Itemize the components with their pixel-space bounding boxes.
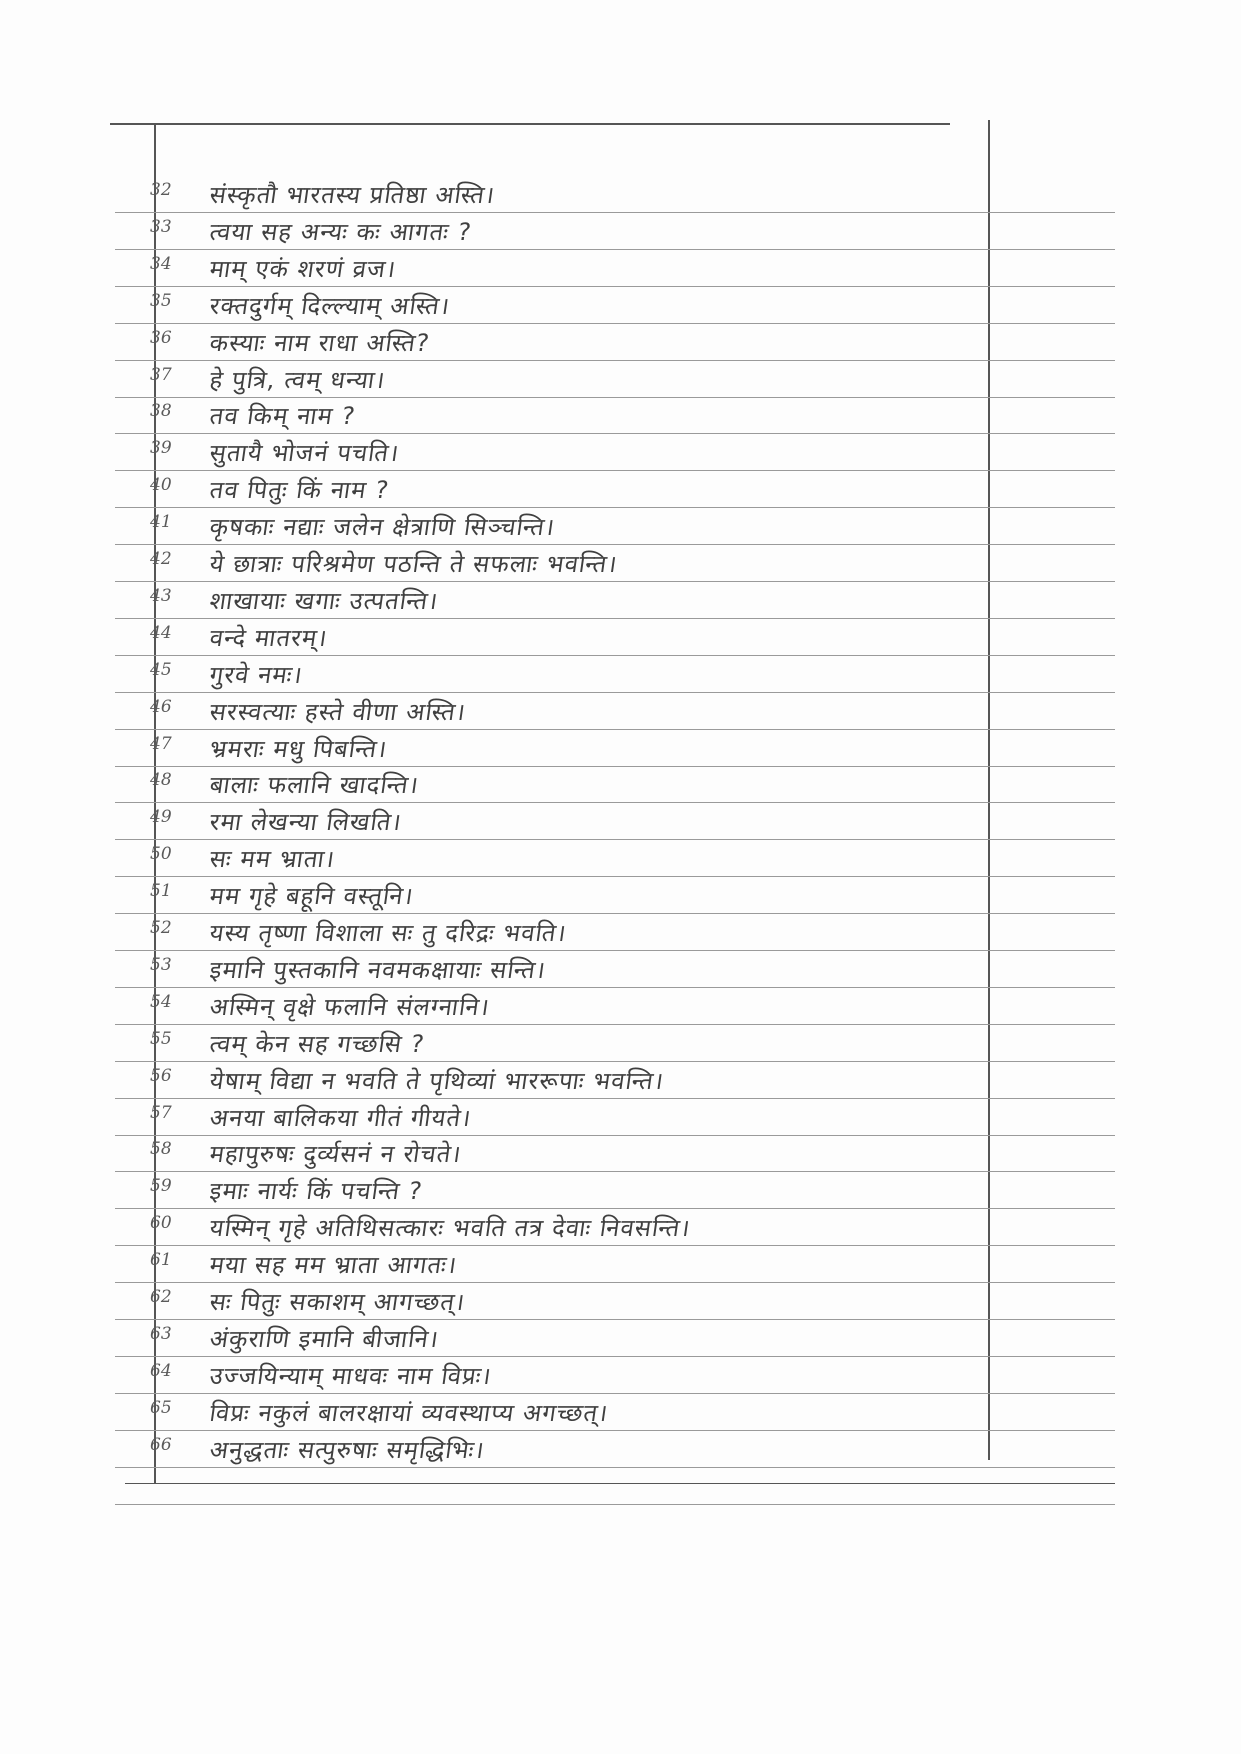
- line-text: सः पितुः सकाशम् आगच्छत्।: [207, 1288, 468, 1316]
- list-item: [120, 363, 1120, 397]
- line-text: कृषकाः नद्याः जलेन क्षेत्राणि सिञ्चन्ति।: [207, 513, 558, 542]
- line-text: संस्कृतौ भारतस्य प्रतिष्ठा अस्ति।: [207, 181, 498, 209]
- list-item: [120, 547, 1120, 581]
- line-text: हे पुत्रि, त्वम् धन्या।: [207, 365, 388, 394]
- list-item: [120, 732, 1120, 766]
- list-item: [120, 510, 1120, 544]
- ruled-line: [115, 1245, 1115, 1246]
- line-text: रक्तदुर्गम् दिल्ल्याम् अस्ति।: [207, 291, 453, 320]
- ruled-line: [115, 1135, 1115, 1136]
- ruled-line: [115, 1061, 1115, 1062]
- list-item: [120, 953, 1120, 987]
- line-text: यस्य तृष्णा विशाला सः तु दरिद्रः भवति।: [207, 919, 569, 947]
- list-item: [120, 658, 1120, 692]
- list-item: [120, 1064, 1120, 1098]
- ruled-line: [115, 360, 1115, 361]
- list-item: [120, 1174, 1120, 1208]
- line-text: वन्दे मातरम्।: [207, 623, 330, 652]
- list-item: [120, 1433, 1120, 1467]
- list-item: [120, 1322, 1120, 1356]
- list-item: [120, 1396, 1120, 1430]
- ruled-line: [115, 766, 1115, 767]
- ruled-line: [115, 913, 1115, 914]
- line-number: 41: [150, 512, 172, 533]
- ruled-line: [115, 839, 1115, 840]
- line-number: 57: [150, 1102, 172, 1123]
- list-item: [120, 805, 1120, 839]
- ruled-line: [115, 1356, 1115, 1357]
- list-item: [120, 990, 1120, 1024]
- ruled-line: [115, 1504, 1115, 1505]
- line-number: 55: [150, 1028, 172, 1049]
- line-number: 47: [150, 733, 172, 754]
- list-item: [120, 1248, 1120, 1282]
- list-item: [120, 399, 1120, 433]
- line-text: रमा लेखन्या लिखति।: [207, 808, 404, 837]
- line-number: 35: [150, 290, 172, 311]
- line-text: त्वम् केन सह गच्छसि ?: [207, 1029, 427, 1058]
- list-item: [120, 215, 1120, 249]
- ruled-line: [115, 212, 1115, 213]
- line-text: ये छात्राः परिश्रमेण पठन्ति ते सफलाः भवन्ति।: [207, 550, 620, 578]
- list-item: [120, 768, 1120, 802]
- line-text: मया सह मम भ्राता आगतः।: [207, 1251, 460, 1280]
- line-text: सरस्वत्याः हस्ते वीणा अस्ति।: [207, 697, 469, 726]
- line-text: अनया बालिकया गीतं गीयते।: [207, 1103, 474, 1132]
- line-number: 63: [150, 1323, 172, 1344]
- list-item: [120, 621, 1120, 655]
- line-text: सुतायै भोजनं पचति।: [207, 439, 402, 468]
- line-number: 54: [150, 991, 172, 1012]
- line-text: अनुद्धताः सत्पुरुषाः समृद्धिभिः।: [207, 1435, 487, 1464]
- line-number: 60: [150, 1213, 172, 1234]
- list-item: [120, 252, 1120, 286]
- line-number: 59: [150, 1176, 172, 1197]
- ruled-line: [115, 802, 1115, 803]
- ruled-line: [115, 1319, 1115, 1320]
- ruled-line: [115, 1098, 1115, 1099]
- list-item: [120, 842, 1120, 876]
- list-item: [120, 584, 1120, 618]
- line-number: 48: [150, 770, 172, 791]
- line-text: सः मम भ्राता।: [207, 845, 338, 874]
- line-text: भ्रमराः मधु पिबन्ति।: [207, 734, 390, 763]
- ruled-line: [115, 618, 1115, 619]
- line-number: 33: [150, 216, 172, 237]
- list-item: [120, 1027, 1120, 1061]
- ruled-line: [115, 470, 1115, 471]
- list-item: [120, 1101, 1120, 1135]
- line-number: 52: [150, 918, 172, 938]
- list-item: [120, 289, 1120, 323]
- line-number: 51: [150, 881, 172, 902]
- line-number: 45: [150, 659, 172, 680]
- ruled-line: [115, 1208, 1115, 1209]
- list-item: [120, 916, 1120, 950]
- line-text: यस्मिन् गृहे अतिथिसत्कारः भवति तत्र देवाः निवसन्ति।: [207, 1214, 693, 1243]
- line-number: 38: [150, 401, 172, 422]
- line-number: 49: [150, 807, 172, 828]
- line-text: बालाः फलानि खादन्ति।: [207, 771, 421, 800]
- list-item: [120, 1285, 1120, 1319]
- ruled-line: [115, 1282, 1115, 1283]
- ruled-line: [115, 1171, 1115, 1172]
- ruled-line: [115, 249, 1115, 250]
- list-item: [120, 695, 1120, 729]
- line-number: 43: [150, 585, 172, 606]
- line-text: महापुरुषः दुर्व्यसनं न रोचते।: [207, 1140, 464, 1169]
- line-number: 62: [150, 1287, 172, 1307]
- ruled-line: [115, 581, 1115, 582]
- line-text: तव किम् नाम ?: [207, 402, 358, 431]
- line-number: 39: [150, 438, 172, 459]
- line-text: कस्याः नाम राधा अस्ति?: [207, 328, 432, 357]
- ruled-line: [115, 729, 1115, 730]
- ruled-line: [115, 1024, 1115, 1025]
- ruled-line: [115, 433, 1115, 434]
- list-item: [120, 1211, 1120, 1245]
- line-text: इमानि पुस्तकानि नवमकक्षायाः सन्ति।: [207, 955, 548, 984]
- line-number: 50: [150, 844, 172, 865]
- list-item: [120, 436, 1120, 470]
- ruled-line: [115, 1430, 1115, 1431]
- list-item: [120, 178, 1120, 212]
- ruled-line: [115, 323, 1115, 324]
- line-text: मम गृहे बहूनि वस्तूनि।: [207, 882, 416, 911]
- line-text: माम् एकं शरणं व्रज।: [207, 254, 399, 283]
- line-text: इमाः नार्यः किं पचन्ति ?: [207, 1177, 425, 1206]
- line-text: तव पितुः किं नाम ?: [207, 476, 392, 505]
- line-text: शाखायाः खगाः उत्पतन्ति।: [207, 586, 441, 615]
- line-text: उज्जयिन्याम् माधवः नाम विप्रः।: [207, 1361, 494, 1390]
- line-number: 36: [150, 327, 172, 348]
- line-text: येषाम् विद्या न भवति ते पृथिव्यां भाररूपाः भवन्ति।: [207, 1066, 667, 1095]
- line-number: 65: [150, 1397, 172, 1418]
- line-number: 44: [150, 622, 172, 643]
- ruled-line: [115, 655, 1115, 656]
- ruled-line: [115, 876, 1115, 877]
- line-text: अस्मिन् वृक्षे फलानि संलग्नानि।: [207, 992, 492, 1021]
- top-margin-line: [110, 123, 950, 125]
- line-number: 32: [150, 180, 172, 200]
- line-number: 37: [150, 364, 172, 385]
- ruled-line: [115, 286, 1115, 287]
- ruled-line: [115, 692, 1115, 693]
- ruled-line: [115, 950, 1115, 951]
- ruled-line: [115, 544, 1115, 545]
- ruled-line: [115, 1467, 1115, 1468]
- ruled-line: [115, 507, 1115, 508]
- line-number: 56: [150, 1065, 172, 1086]
- bottom-margin-line: [125, 1483, 1115, 1484]
- list-item: [120, 1137, 1120, 1171]
- list-item: [120, 326, 1120, 360]
- line-number: 64: [150, 1360, 172, 1381]
- line-number: 34: [150, 253, 172, 274]
- list-item: [120, 879, 1120, 913]
- line-number: 53: [150, 954, 172, 975]
- line-text: त्वया सह अन्यः कः आगतः ?: [207, 217, 474, 246]
- line-number: 46: [150, 696, 172, 717]
- list-item: [120, 1359, 1120, 1393]
- line-number: 40: [150, 475, 172, 496]
- list-item: [120, 473, 1120, 507]
- ruled-line: [115, 1393, 1115, 1394]
- ruled-line: [115, 987, 1115, 988]
- line-number: 66: [150, 1434, 172, 1455]
- line-number: 58: [150, 1139, 172, 1160]
- line-number: 42: [150, 549, 172, 569]
- ruled-line: [115, 397, 1115, 398]
- line-text: विप्रः नकुलं बालरक्षायां व्यवस्थाप्य अगच्छत्।: [207, 1398, 611, 1427]
- line-number: 61: [150, 1250, 172, 1271]
- line-text: अंकुराणि इमानि बीजानि।: [207, 1324, 441, 1353]
- line-text: गुरवे नमः।: [207, 660, 305, 689]
